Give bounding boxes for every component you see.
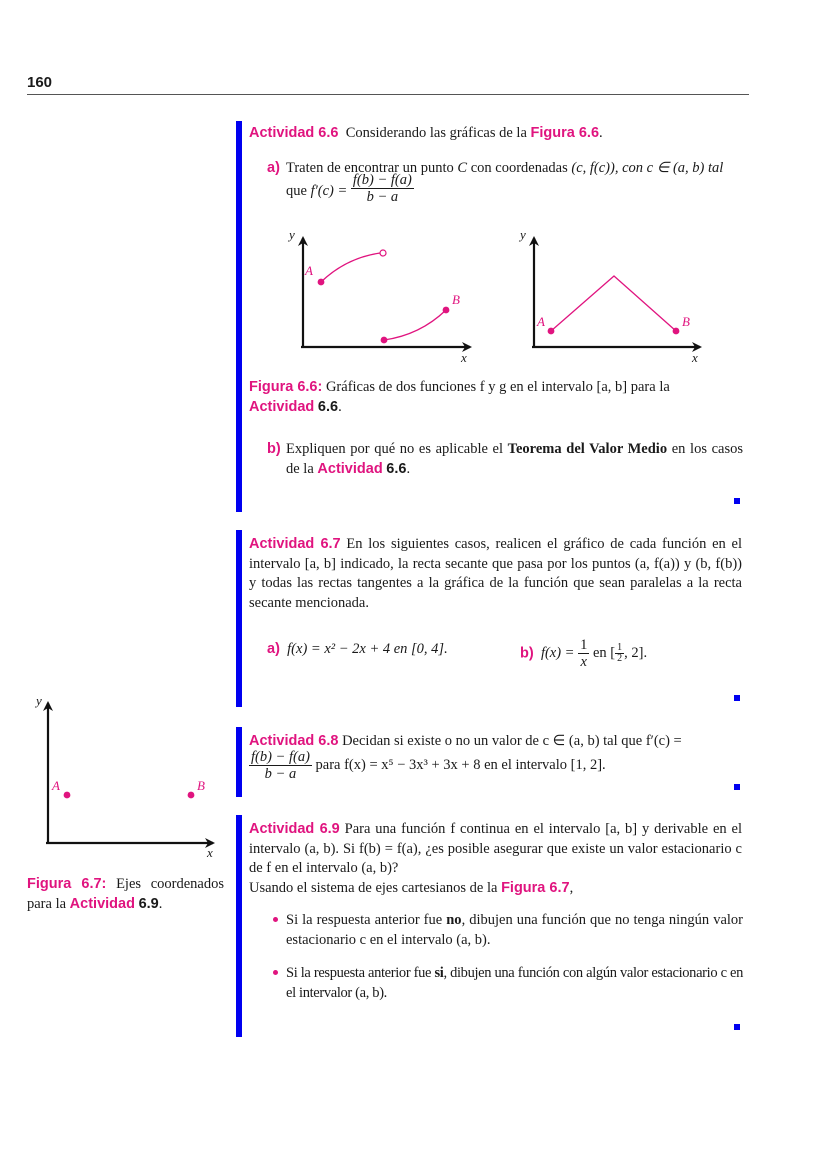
figure-6-7-axes (46, 703, 213, 843)
end-of-activity-6-8-marker (734, 784, 740, 790)
figure-ref: Figura 6.6 (530, 125, 600, 141)
graph2-point-a-label: A (537, 314, 545, 329)
end-of-activity-6-6-marker (734, 498, 740, 504)
bullet-icon (273, 917, 278, 922)
graph1-point-a-label: A (305, 263, 313, 278)
graph1-point-b-label: B (452, 292, 460, 307)
fig67-x-label: x (207, 845, 213, 860)
activity-label: Actividad 6.8 (249, 733, 339, 749)
fig67-y-label: y (36, 693, 42, 708)
graph1-y-label: y (289, 227, 295, 242)
mean-value-fraction: $\frac{f(b) - f(a)}{b - a}$ (251, 749, 310, 782)
activity-6-7-part-a: a) f(x) = x² − 2x + 4 en [0, 4]. (267, 641, 448, 657)
graph1-x-label: x (461, 350, 467, 365)
activity-label: Actividad 6.6 (249, 125, 339, 141)
graph2-y-label: y (520, 227, 526, 242)
figure-6-6-caption: Figura 6.6: Gráficas de dos funciones f y g en el intervalo [a, b] para la Actividad 6.6. (249, 379, 670, 415)
mean-value-fraction: $\frac{f(b) - f(a)}{b - a}$ (352, 172, 412, 205)
graph2-point-b-label: B (682, 314, 690, 329)
page-number: 160 (27, 74, 53, 91)
item-label: a) (267, 160, 280, 176)
end-of-activity-6-9-marker (734, 1024, 740, 1030)
bullet-item: Si la respuesta anterior fue si, dibujen una función con algún valor estacionario c en el intervalor (a, b). (267, 963, 743, 1003)
one-over-x-fraction: $\frac{1}{x}$ (580, 637, 588, 670)
figure-ref: Figura 6.7 (501, 879, 570, 896)
fig67-point-b-label: B (197, 778, 205, 793)
graph1 (301, 238, 470, 347)
fig67-point-a-label: A (52, 778, 60, 793)
activity-6-6-part-a: a) Traten de encontrar un punto C con coordenadas (c, f(c)), con c ∈ (a, b) tal que f′(c) = $\frac{f(b) - f(a)}{b - a}$ (267, 160, 724, 205)
activity-6-8-text: Actividad 6.8 Decidan si existe o no un valor de c ∈ (a, b) tal que f′(c) = (249, 733, 682, 749)
activity-6-7-text: Actividad 6.7 En los siguientes casos, realicen el gráfico de cada función en el intervalo [a, b] indicado, la recta secante que pasa por los puntos (a, f(a)) y (b, f(b)) y todas las rectas tangentes a la gráfica de la función que sean paralelas a la recta secante mencionada. (249, 536, 743, 611)
activity-6-8-line2: $\frac{f(b) - f(a)}{b - a}$ para f(x) = x⁵ − 3x³ + 3x + 8 en el intervalo [1, 2]. (251, 749, 606, 782)
activity-6-7-part-b: b) f(x) = $\frac{1}{x}$ en [ $\frac{1}{2}$ , 2]. (520, 637, 648, 670)
activity-6-6-heading: Actividad 6.6 Considerando las gráficas de la Figura 6.6. (249, 125, 603, 141)
bullet-item: Si la respuesta anterior fue no, dibujen una función que no tenga ningún valor estacionario c en el intervalo (a, b). (267, 910, 743, 950)
activity-label: Actividad 6.9 (249, 821, 340, 837)
bullet-icon (273, 970, 278, 975)
item-label: b) (267, 441, 281, 457)
graph2-x-label: x (692, 350, 698, 365)
theorem-name: Teorema del Valor Medio (507, 441, 668, 457)
activity-label: Actividad 6.7 (249, 536, 341, 552)
end-of-activity-6-7-marker (734, 695, 740, 701)
activity-6-9-text: Actividad 6.9 Para una función f continua en el intervalo [a, b] y derivable en el intervalo (a, b). Si f(b) = f(a), ¿es posible asegurar que existe un valor estacionario c de f en el intervalo (a, b)? Usando el sistema de ejes cartesianos de la Figura 6.7, (249, 821, 743, 896)
graph2 (532, 238, 700, 347)
activity-6-6-part-b: b) Expliquen por qué no es aplicable el Teorema del Valor Medio en los casos de la Actividad 6.6. (267, 441, 744, 477)
one-half-fraction: $\frac{1}{2}$ (617, 642, 623, 664)
figure-6-7-caption: Figura 6.7: Ejes coordenados para la Actividad 6.9. (27, 876, 225, 912)
